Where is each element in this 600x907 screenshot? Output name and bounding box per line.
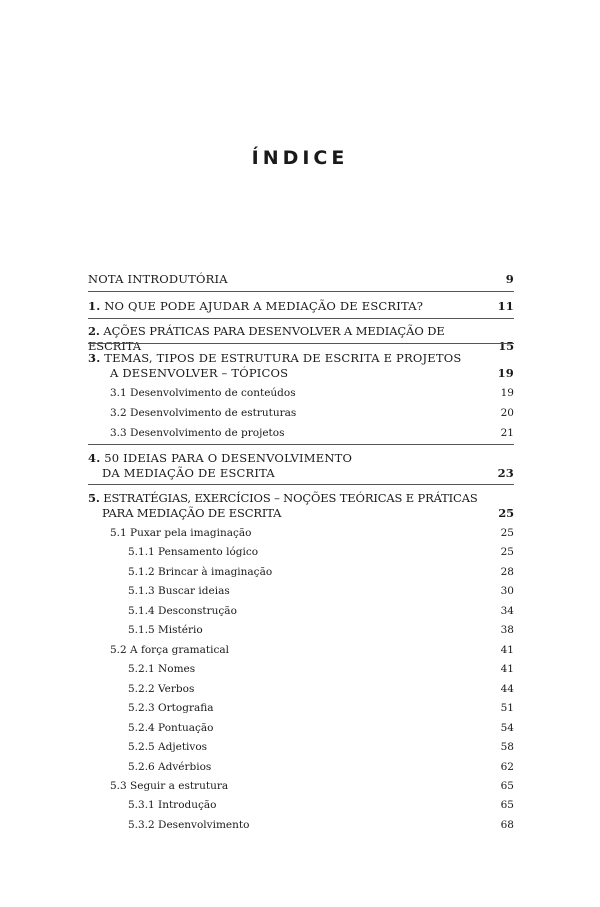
toc-page-number: 41 <box>500 663 514 675</box>
toc-entry-5-1-5[interactable] <box>88 623 514 638</box>
toc-label: 5.2.6 Advérbios <box>128 761 212 773</box>
toc-page-number: 15 <box>498 339 514 353</box>
toc-page-number: 44 <box>500 683 514 695</box>
toc-page-number: 62 <box>500 761 514 773</box>
toc-entry-3-3[interactable] <box>88 426 514 441</box>
toc-entry-5-2-4[interactable] <box>88 721 514 736</box>
toc-label-line-1: 50 IDEIAS PARA O DESENVOLVIMENTO <box>104 451 353 465</box>
toc-label: 5.2.5 Adjetivos <box>128 741 208 753</box>
toc-page-number: 34 <box>500 605 514 617</box>
toc-label-line-2: A DESENVOLVER – TÓPICOS <box>110 366 289 380</box>
toc-label: NO QUE PODE AJUDAR A MEDIAÇÃO DE ESCRITA? <box>104 299 424 313</box>
toc-page-number: 51 <box>500 702 514 714</box>
divider <box>88 484 514 485</box>
toc-label: 5.2.4 Pontuação <box>128 722 214 734</box>
toc-entry-chapter-2[interactable] <box>88 324 514 354</box>
toc-page-number: 25 <box>500 527 514 539</box>
toc-entry-5-1[interactable] <box>88 526 514 541</box>
toc-label-line-2: DA MEDIAÇÃO DE ESCRITA <box>102 466 275 480</box>
toc-entry-chapter-4[interactable] <box>88 451 514 481</box>
toc-page-number: 58 <box>500 741 514 753</box>
toc-page-number: 68 <box>500 819 514 831</box>
toc-entry-5-1-2[interactable] <box>88 565 514 580</box>
toc-entry-chapter-5[interactable] <box>88 491 514 521</box>
toc-entry-chapter-3[interactable] <box>88 351 514 381</box>
toc-page-number: 21 <box>500 427 514 439</box>
page-title: ÍNDICE <box>251 147 349 169</box>
toc-label: 5.3.2 Desenvolvimento <box>128 819 250 831</box>
toc-entry-chapter-1[interactable] <box>88 299 514 314</box>
toc-label-line-2: PARA MEDIAÇÃO DE ESCRITA <box>102 506 282 520</box>
toc-label: NOTA INTRODUTÓRIA <box>88 272 228 286</box>
toc-page-number: 38 <box>500 624 514 636</box>
toc-entry-5-2-6[interactable] <box>88 760 514 775</box>
toc-label: 3.2 Desenvolvimento de estruturas <box>110 407 297 419</box>
toc-page-number: 19 <box>497 366 514 380</box>
toc-page-number: 9 <box>505 272 514 286</box>
chapter-number: 4. <box>88 451 101 465</box>
toc-page-number: 25 <box>500 546 514 558</box>
toc-label: 5.1.3 Buscar ideias <box>128 585 230 597</box>
toc-entry-5-2-3[interactable] <box>88 701 514 716</box>
toc-entry-5-1-4[interactable] <box>88 604 514 619</box>
toc-page-number: 30 <box>500 585 514 597</box>
toc-label: 3.1 Desenvolvimento de conteúdos <box>110 387 296 399</box>
toc-page-number: 23 <box>497 466 514 480</box>
toc-entry-5-1-1[interactable] <box>88 545 514 560</box>
divider <box>88 343 514 344</box>
chapter-number: 1. <box>88 299 101 313</box>
toc-page-number: 65 <box>500 780 514 792</box>
toc-label: 5.3 Seguir a estrutura <box>110 780 229 792</box>
toc-entry-5-2-5[interactable] <box>88 740 514 755</box>
toc-label: 3.3 Desenvolvimento de projetos <box>110 427 285 439</box>
toc-label: 5.2.2 Verbos <box>128 683 195 695</box>
toc-entry-5-2-1[interactable] <box>88 662 514 677</box>
toc-label: AÇÕES PRÁTICAS PARA DESENVOLVER A MEDIAÇÃO DE ESCRITA <box>88 324 445 353</box>
chapter-number: 2. <box>88 324 100 338</box>
chapter-number: 5. <box>88 491 100 505</box>
toc-page-number: 19 <box>500 387 514 399</box>
divider <box>88 318 514 319</box>
toc-label: 5.1.5 Mistério <box>128 624 203 636</box>
divider <box>88 291 514 292</box>
toc-entry-5-3-1[interactable] <box>88 798 514 813</box>
toc-page-number: 25 <box>498 506 514 520</box>
toc-label-line-1: ESTRATÉGIAS, EXERCÍCIOS – NOÇÕES TEÓRICAS E PRÁTICAS <box>103 491 478 505</box>
toc-entry-5-2-2[interactable] <box>88 682 514 697</box>
toc-label: 5.2.1 Nomes <box>128 663 196 675</box>
toc-entry-5-1-3[interactable] <box>88 584 514 599</box>
toc-page-number: 65 <box>500 799 514 811</box>
toc-page-number: 20 <box>500 407 514 419</box>
toc-page-number: 54 <box>500 722 514 734</box>
toc-label-line-1: TEMAS, TIPOS DE ESTRUTURA DE ESCRITA E PROJETOS <box>104 351 462 365</box>
toc-label: 5.1.2 Brincar à imaginação <box>128 566 273 578</box>
toc-label: 5.1 Puxar pela imaginação <box>110 527 252 539</box>
toc-page-number: 41 <box>500 644 514 656</box>
toc-entry-intro[interactable] <box>88 272 514 287</box>
toc-label: 5.2.3 Ortografia <box>128 702 214 714</box>
toc-entry-3-1[interactable] <box>88 386 514 401</box>
toc-entry-5-3-2[interactable] <box>88 818 514 833</box>
toc-page-number: 28 <box>500 566 514 578</box>
toc-label: 5.1.4 Desconstrução <box>128 605 237 617</box>
toc-entry-5-3[interactable] <box>88 779 514 794</box>
toc-label: 5.1.1 Pensamento lógico <box>128 546 259 558</box>
toc-entry-5-2[interactable] <box>88 643 514 658</box>
toc-label: 5.3.1 Introdução <box>128 799 217 811</box>
toc-entry-3-2[interactable] <box>88 406 514 421</box>
toc-page-number: 11 <box>497 299 514 313</box>
divider <box>88 444 514 445</box>
chapter-number: 3. <box>88 351 101 365</box>
toc-label: 5.2 A força gramatical <box>110 644 229 656</box>
